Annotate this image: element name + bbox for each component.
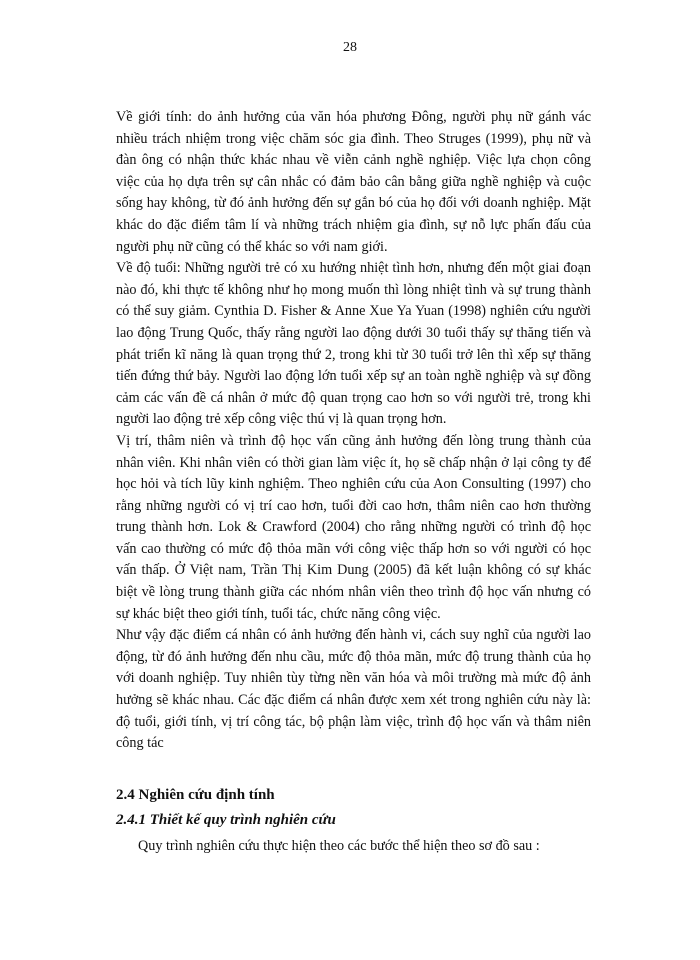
section-heading: 2.4 Nghiên cứu định tính — [116, 787, 275, 803]
paragraph-age: Về độ tuổi: Những người trẻ có xu hướng nhiệt tình hơn, nhưng đến một giai đoạn nào đó, khi thực tế không như họ mong muốn thì lòng nhiệt tình và sự trung thành có thể suy giảm. Cynthia D. Fisher & Anne Xue Ya Yuan (1998) nghiên cứu người lao động Trung Quốc, thấy rằng người lao động dưới 30 tuổi thấy sự thăng tiến và phát triển kĩ năng là quan trọng thứ 2, trong khi từ 30 tuổi trở lên thì xếp sự thăng tiến đứng thứ bảy. Người lao động lớn tuổi xếp sự an toàn nghề nghiệp và sự đồng cảm các vấn đề cá nhân ở mức độ quan trọng cao hơn so với người trẻ, trong khi người lao động trẻ xếp công việc thú vị là quan trọng hơn. — [116, 260, 591, 428]
paragraph-summary: Như vậy đặc điểm cá nhân có ảnh hưởng đến hành vi, cách suy nghĩ của người lao động, từ đó ảnh hưởng đến nhu cầu, mức độ thỏa mãn, mức độ trung thành của họ với doanh nghiệp. Tuy nhiên tùy từng nền văn hóa và môi trường mà mức độ ảnh hưởng sẽ khác nhau. Các đặc điểm cá nhân được xem xét trong nghiên cứu này là: độ tuổi, giới tính, vị trí công tác, bộ phận làm việc, trình độ học vấn và thâm niên công tác — [116, 627, 591, 752]
intro-line: Quy trình nghiên cứu thực hiện theo các bước thể hiện theo sơ đồ sau : — [138, 838, 540, 854]
subsection-heading: 2.4.1 Thiết kế quy trình nghiên cứu — [116, 812, 336, 828]
page-number: 28 — [343, 40, 357, 55]
paragraph-gender: Về giới tính: do ảnh hưởng của văn hóa phương Đông, người phụ nữ gánh vác nhiều trách nhiệm trong việc chăm sóc gia đình. Theo Struges (1999), phụ nữ và đàn ông có nhận thức khác nhau về viễn cảnh nghề nghiệp. Việc lựa chọn công việc của họ dựa trên sự cân nhắc có đảm bảo cân bằng giữa nghề nghiệp và cuộc sống hay không, từ đó ảnh hưởng đến sự gắn bó của họ đối với doanh nghiệp. Mặt khác do đặc điểm tâm lí và những trách nhiệm gia đình, sự nỗ lực phấn đấu của người phụ nữ cũng có thể khác so với nam giới. — [116, 109, 591, 255]
paragraph-position-seniority: Vị trí, thâm niên và trình độ học vấn cũng ảnh hưởng đến lòng trung thành của nhân viên. Khi nhân viên có thời gian làm việc ít, họ sẽ chấp nhận ở lại công ty để học hỏi và tích lũy kinh nghiệm. Theo nghiên cứu của Aon Consulting (1997) cho rằng những người có vị trí cao hơn, tuổi đời cao hơn, thâm niên cao hơn thường trung thành hơn. Lok & Crawford (2004) cho rằng những người có trình độ học vấn cao thường có mức độ thỏa mãn với công việc thấp hơn so với người có học vấn thấp. Ở Việt nam, Trần Thị Kim Dung (2005) đã kết luận không có sự khác biệt về lòng trung thành giữa các nhóm nhân viên theo trình độ học vấn nhưng có sự khác biệt theo giới tính, tuổi tác, chức năng công việc. — [116, 432, 591, 622]
body-text — [116, 107, 591, 755]
